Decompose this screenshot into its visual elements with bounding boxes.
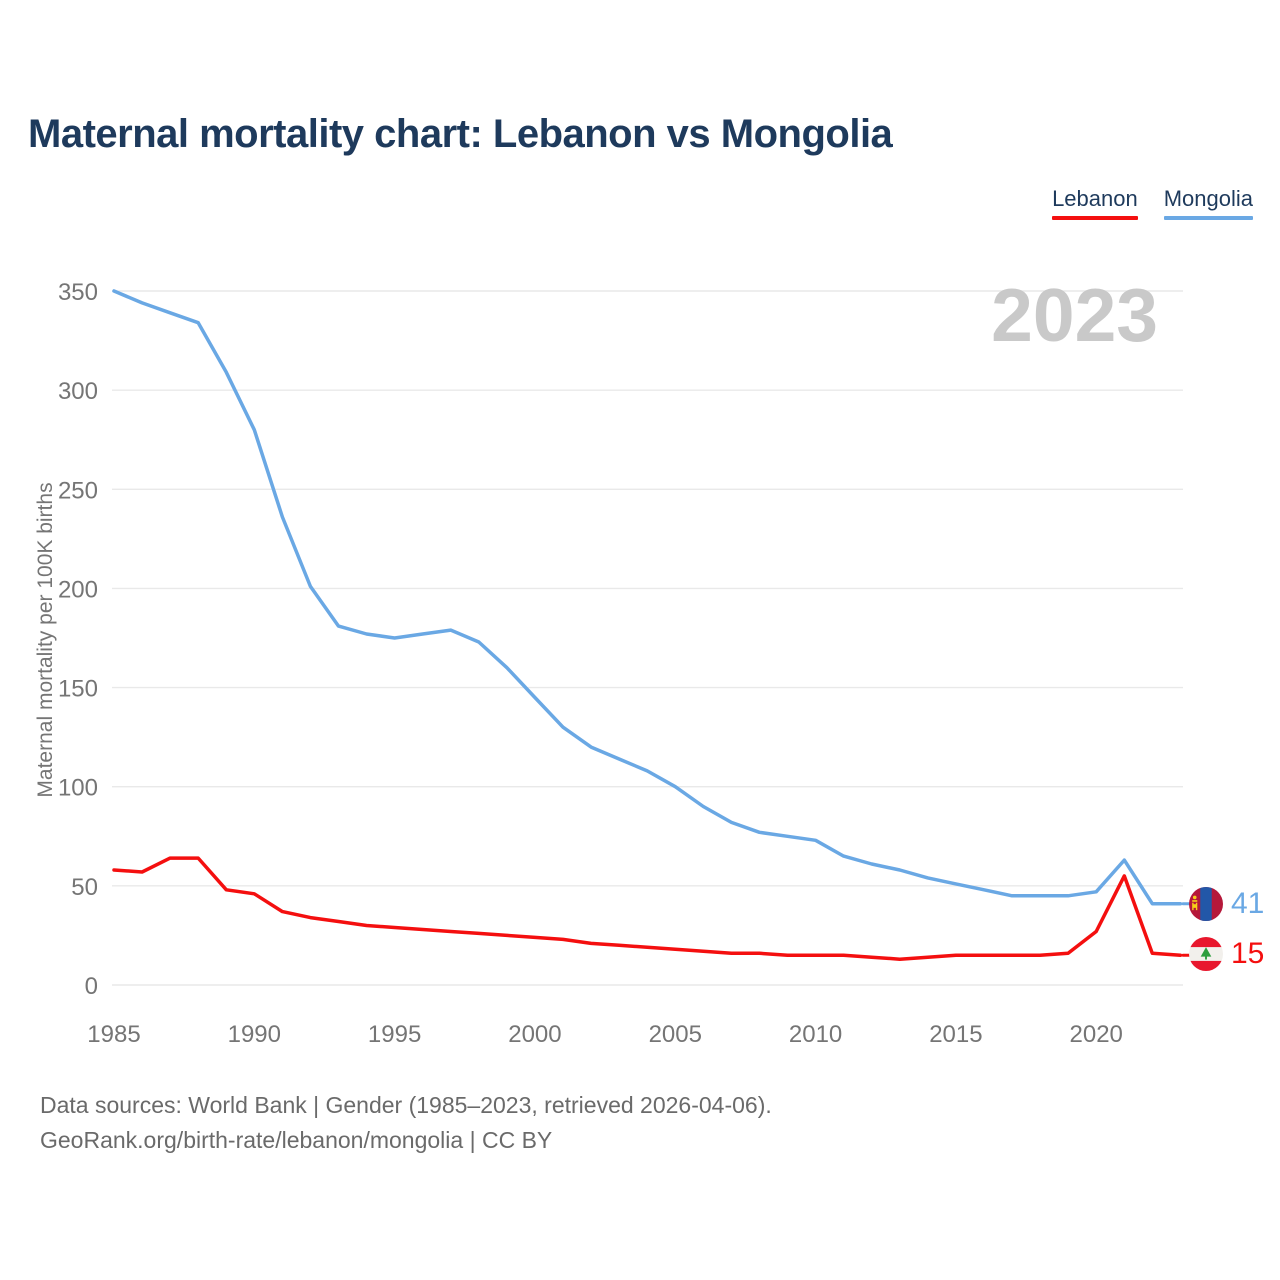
- data-source-line1: Data sources: World Bank | Gender (1985–2023, retrieved 2026-04-06).: [40, 1092, 772, 1118]
- y-tick-label: 150: [57, 675, 98, 703]
- series-line-lebanon: [114, 858, 1180, 959]
- page-title: Maternal mortality chart: Lebanon vs Mongolia: [28, 112, 893, 156]
- legend-underline-mongolia: [1164, 216, 1253, 220]
- series-line-mongolia: [114, 291, 1180, 904]
- x-tick-label: 1985: [87, 1021, 141, 1048]
- legend-label-mongolia: Mongolia: [1163, 186, 1253, 211]
- end-value-mongolia: 41: [1231, 887, 1265, 920]
- legend: [1052, 186, 1253, 220]
- lebanon-flag-icon: [1189, 937, 1223, 971]
- legend-label-lebanon: Lebanon: [1052, 186, 1138, 211]
- y-tick-label: 350: [57, 279, 98, 306]
- x-tick-label: 1995: [367, 1021, 422, 1048]
- x-tick-label: 2020: [1069, 1021, 1123, 1048]
- end-value-lebanon: 15: [1231, 937, 1265, 970]
- x-tick-label: 2015: [929, 1021, 983, 1048]
- y-axis-title: Maternal mortality per 100K births: [34, 482, 57, 798]
- mongolia-flag-icon: [1189, 887, 1223, 921]
- data-source-line2: GeoRank.org/birth-rate/lebanon/mongolia | CC BY: [40, 1127, 553, 1153]
- y-tick-label: 250: [57, 477, 98, 505]
- end-label-mongolia: [1189, 887, 1264, 921]
- y-tick-label: 50: [71, 873, 98, 901]
- data-source-note: [40, 1088, 772, 1158]
- end-label-lebanon: [1189, 937, 1264, 971]
- legend-item-lebanon[interactable]: [1052, 186, 1138, 220]
- x-tick-label: 1990: [227, 1021, 282, 1048]
- x-tick-label: 2010: [788, 1021, 843, 1048]
- y-tick-label: 200: [57, 576, 98, 604]
- y-tick-label: 0: [84, 973, 98, 1000]
- y-tick-label: 300: [57, 378, 98, 406]
- legend-item-mongolia[interactable]: [1164, 186, 1253, 220]
- watermark-year: 2023: [991, 273, 1158, 357]
- y-tick-label: 100: [57, 774, 98, 802]
- x-tick-label: 2005: [648, 1021, 702, 1048]
- x-tick-label: 2000: [508, 1021, 562, 1048]
- legend-underline-lebanon: [1052, 216, 1138, 220]
- chart-svg: [0, 240, 1280, 1070]
